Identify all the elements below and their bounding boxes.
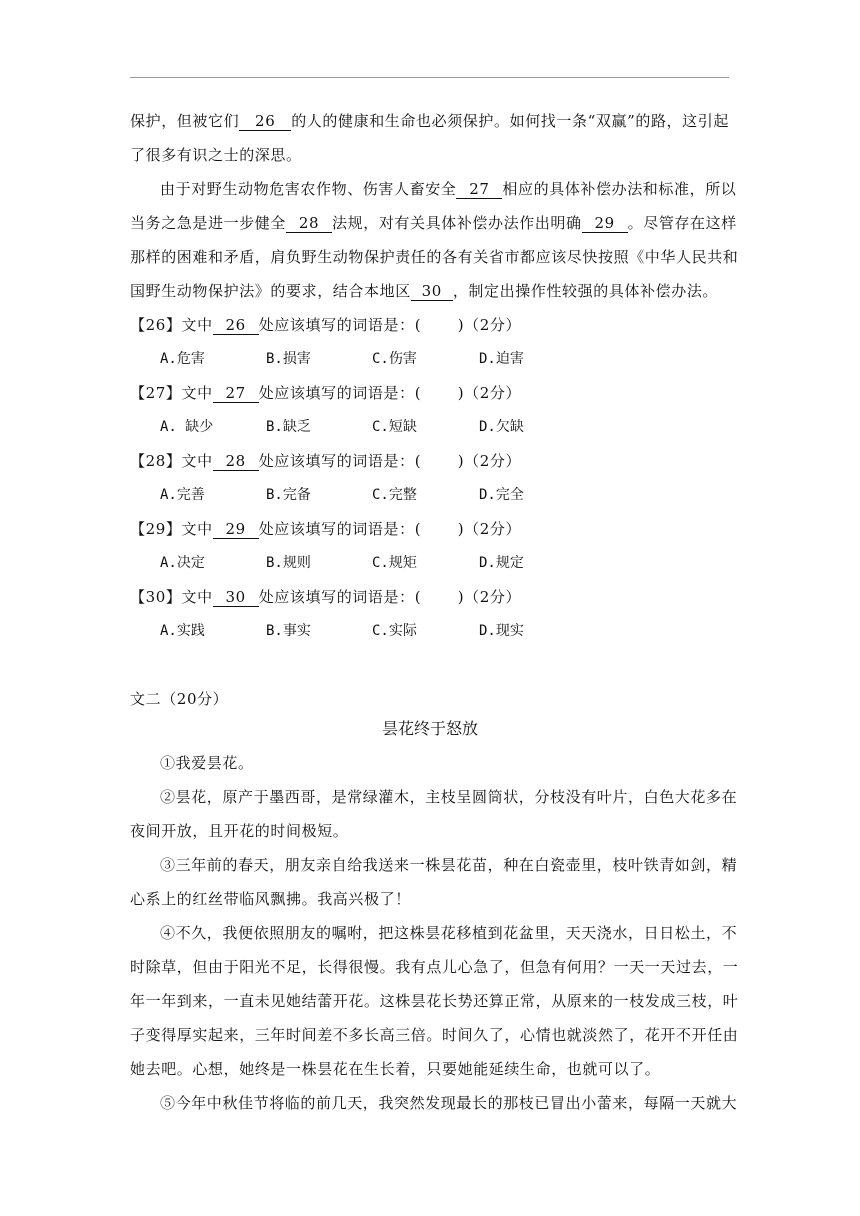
paragraph-4-line-3: 年一年到来，一直未见她结蕾开花。这株昙花长势还算正常，从原来的一枝发成三枝，叶	[130, 992, 739, 1010]
paragraph-2-line-1: ②昙花，原产于墨西哥，是常绿灌木，主枝呈圆筒状，分枝没有叶片，白色大花多在	[160, 788, 738, 806]
blank-27: 27	[456, 180, 502, 199]
paragraph-2-line-2: 夜间开放，且开花的时间极短。	[130, 822, 349, 840]
passage1-line-6	[130, 281, 718, 301]
answer-option: D.完全	[479, 487, 524, 503]
text: ，制定出操作性较强的具体补偿办法。	[452, 282, 719, 300]
answer-option: B.完备	[266, 487, 311, 503]
answer-option: C.短缺	[372, 419, 417, 435]
section-heading: 文二（20分）	[130, 690, 229, 708]
text: 当务之急是进一步健全	[130, 214, 287, 232]
answer-option: B.缺乏	[266, 419, 311, 435]
question-text: 处应该填写的词语是：( )（2分）	[258, 384, 522, 402]
answer-option: C.实际	[372, 623, 417, 639]
paragraph-4-line-5: 她去吧。心想，她终是一株昙花在生长着，只要她能延续生命，也就可以了。	[130, 1060, 661, 1078]
answer-option: D.迫害	[479, 351, 524, 367]
answer-option: A. 缺少	[160, 419, 214, 435]
text: 相应的具体补偿办法和标准，所以	[502, 180, 737, 198]
blank-29: 29	[582, 214, 628, 233]
passage1-line-1	[130, 111, 729, 131]
question-blank: 30	[213, 588, 259, 607]
text: 法规，对有关具体补偿办法作出明确	[332, 214, 582, 232]
answer-option: A.危害	[160, 351, 205, 367]
answer-option: B.损害	[266, 351, 311, 367]
question-number: 【28】文中	[130, 452, 213, 470]
paragraph-3-line-2: 心系上的红丝带临风飘拂。我高兴极了！	[130, 890, 411, 908]
answer-option: D.欠缺	[479, 419, 524, 435]
question-number: 【30】文中	[130, 588, 213, 606]
passage1-line-4	[130, 213, 737, 233]
answer-option: B.规则	[266, 555, 311, 571]
paragraph-4-line-1: ④不久，我便依照朋友的嘱咐，把这株昙花移植到花盆里，天天浇水，日日松土，不	[160, 924, 738, 942]
question-blank: 27	[213, 384, 259, 403]
blank-30: 30	[411, 282, 453, 301]
passage1-line-3	[160, 179, 736, 199]
blank-26: 26	[239, 112, 291, 131]
question-stem	[130, 519, 521, 539]
text: 的人的健康和生命也必须保护。如何找一条“双赢”的路，这引起	[291, 112, 729, 130]
passage1-line-2: 了很多有识之士的深思。	[130, 146, 302, 164]
question-stem	[130, 383, 521, 403]
passage1-line-5: 那样的困难和矛盾，肩负野生动物保护责任的各有关省市都应该尽快按照《中华人民共和	[130, 248, 739, 266]
question-stem	[130, 315, 521, 335]
answer-option: C.完整	[372, 487, 417, 503]
paragraph-5-line-1: ⑤今年中秋佳节将临的前几天，我突然发现最长的那枝已冒出小蕾来，每隔一天就大	[160, 1094, 738, 1112]
answer-option: D.规定	[479, 555, 524, 571]
answer-option: B.事实	[266, 623, 311, 639]
paragraph-4-line-4: 子变得厚实起来，三年时间差不多长高三倍。时间久了，心情也就淡然了，花开不开任由	[130, 1026, 739, 1044]
question-text: 处应该填写的词语是：( )（2分）	[258, 588, 522, 606]
blank-28: 28	[286, 214, 332, 233]
article-title: 昙花终于怒放	[381, 719, 478, 738]
answer-option: A.完善	[160, 487, 205, 503]
question-blank: 28	[213, 452, 259, 471]
paragraph-3-line-1: ③三年前的春天，朋友亲自给我送来一株昙花苗，种在白瓷壶里，枝叶铁青如剑，精	[160, 856, 738, 874]
question-text: 处应该填写的词语是：( )（2分）	[258, 520, 522, 538]
answer-option: C.规矩	[372, 555, 417, 571]
question-number: 【27】文中	[130, 384, 213, 402]
question-stem	[130, 451, 521, 471]
answer-option: C.伤害	[372, 351, 417, 367]
text: 国野生动物保护法》的要求，结合本地区	[130, 282, 411, 300]
question-text: 处应该填写的词语是：( )（2分）	[258, 316, 522, 334]
question-number: 【26】文中	[130, 316, 213, 334]
answer-option: A.决定	[160, 555, 205, 571]
question-blank: 26	[213, 316, 259, 335]
answer-option: A.实践	[160, 623, 205, 639]
answer-option: D.现实	[479, 623, 524, 639]
question-stem	[130, 587, 521, 607]
text: 保护，但被它们	[130, 112, 240, 130]
question-blank: 29	[213, 520, 259, 539]
header-rule	[130, 77, 729, 78]
text: 。尽管存在这样	[627, 214, 737, 232]
question-number: 【29】文中	[130, 520, 213, 538]
question-text: 处应该填写的词语是：( )（2分）	[258, 452, 522, 470]
paragraph-4-line-2: 时除草，但由于阳光不足，长得很慢。我有点儿心急了，但急有何用？一天一天过去，一	[130, 958, 739, 976]
text: 由于对野生动物危害农作物、伤害人畜安全	[160, 180, 457, 198]
paragraph-1: ①我爱昙花。	[160, 754, 254, 772]
